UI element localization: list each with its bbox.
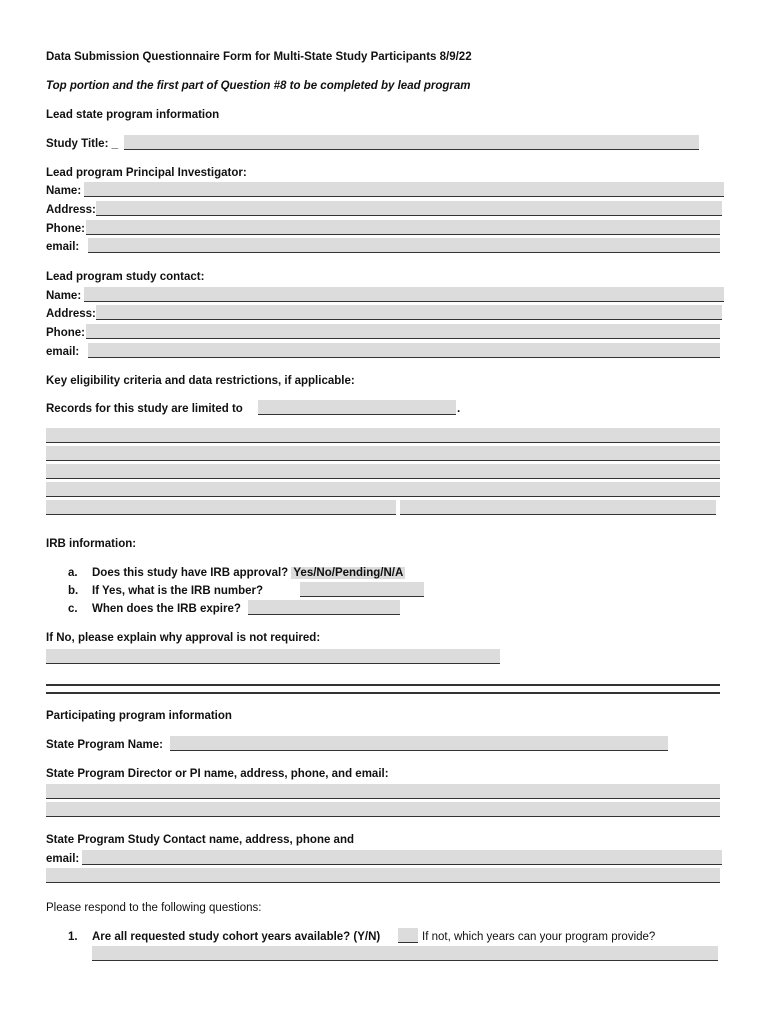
- question-1-text: Are all requested study cohort years available? (Y/N): [92, 931, 381, 943]
- irb-item-b: [68, 584, 263, 598]
- state-program-name-label: State Program Name:: [46, 739, 163, 751]
- study-contact-heading: State Program Study Contact name, address, phone and: [46, 834, 355, 846]
- study-title-field[interactable]: [124, 135, 699, 150]
- eligibility-line-4[interactable]: [46, 482, 720, 497]
- director-heading: State Program Director or PI name, address, phone, and email:: [46, 768, 389, 780]
- question-1-followup: If not, which years can your program provide?: [422, 931, 656, 943]
- contact-phone-field[interactable]: [86, 324, 720, 339]
- study-title-label: Study Title: _: [46, 138, 118, 150]
- eligibility-line-3[interactable]: [46, 464, 720, 479]
- irb-no-explain-label: If No, please explain why approval is not required:: [46, 632, 321, 644]
- study-contact-email-label: email:: [46, 853, 80, 865]
- irb-item-c-marker: c.: [68, 603, 78, 615]
- irb-no-explain-field[interactable]: [46, 649, 500, 664]
- pi-address-label: Address:: [46, 204, 96, 216]
- pi-address-field[interactable]: [96, 201, 722, 216]
- records-limited-field[interactable]: [258, 400, 456, 415]
- records-limited-label: Records for this study are limited to: [46, 403, 243, 415]
- state-program-name-field[interactable]: [170, 736, 668, 751]
- pi-name-label: Name:: [46, 185, 82, 197]
- eligibility-line-5a[interactable]: [46, 500, 396, 515]
- contact-address-label: Address:: [46, 308, 96, 320]
- form-subtitle: Top portion and the first part of Question #8 to be completed by lead program: [46, 80, 471, 92]
- irb-heading: IRB information:: [46, 538, 137, 550]
- question-1: [68, 930, 380, 944]
- lead-section-label: Lead state program information: [46, 109, 220, 121]
- irb-item-b-text: If Yes, what is the IRB number?: [92, 585, 264, 597]
- contact-address-field[interactable]: [96, 305, 722, 320]
- irb-item-a-marker: a.: [68, 567, 78, 579]
- question-1-yn-field[interactable]: [398, 928, 418, 943]
- irb-item-a-text: Does this study have IRB approval?: [92, 567, 289, 579]
- eligibility-line-2[interactable]: [46, 446, 720, 461]
- director-line-2[interactable]: [46, 802, 720, 817]
- section-separator: [46, 684, 720, 694]
- irb-approval-options[interactable]: Yes/No/Pending/N/A: [293, 567, 404, 579]
- contact-name-field[interactable]: [84, 287, 724, 302]
- irb-item-b-marker: b.: [68, 585, 79, 597]
- irb-number-field[interactable]: [300, 582, 424, 597]
- eligibility-line-1[interactable]: [46, 428, 720, 443]
- director-line-1[interactable]: [46, 784, 720, 799]
- contact-email-label: email:: [46, 346, 80, 358]
- pi-email-field[interactable]: [88, 238, 720, 253]
- eligibility-line-5b[interactable]: [400, 500, 716, 515]
- irb-expire-field[interactable]: [248, 600, 400, 615]
- irb-item-a: [68, 566, 405, 580]
- pi-phone-field[interactable]: [86, 220, 720, 235]
- study-contact-email-field[interactable]: [82, 850, 722, 865]
- irb-item-c: [68, 602, 241, 616]
- contact-name-label: Name:: [46, 290, 82, 302]
- contact-phone-label: Phone:: [46, 327, 85, 339]
- irb-item-c-text: When does the IRB expire?: [92, 603, 241, 615]
- pi-name-field[interactable]: [84, 182, 724, 197]
- eligibility-heading: Key eligibility criteria and data restrictions, if applicable:: [46, 375, 355, 387]
- question-1-years-field[interactable]: [92, 946, 718, 961]
- study-contact-line-2[interactable]: [46, 868, 720, 883]
- lead-contact-heading: Lead program study contact:: [46, 271, 205, 283]
- form-title: Data Submission Questionnaire Form for Multi-State Study Participants 8/9/22: [46, 51, 472, 63]
- pi-email-label: email:: [46, 241, 80, 253]
- records-limited-period: .: [457, 403, 461, 415]
- participating-section-label: Participating program information: [46, 710, 232, 722]
- questions-intro: Please respond to the following questions:: [46, 902, 262, 914]
- pi-phone-label: Phone:: [46, 223, 85, 235]
- lead-pi-heading: Lead program Principal Investigator:: [46, 167, 247, 179]
- contact-email-field[interactable]: [88, 343, 720, 358]
- question-1-marker: 1.: [68, 931, 78, 943]
